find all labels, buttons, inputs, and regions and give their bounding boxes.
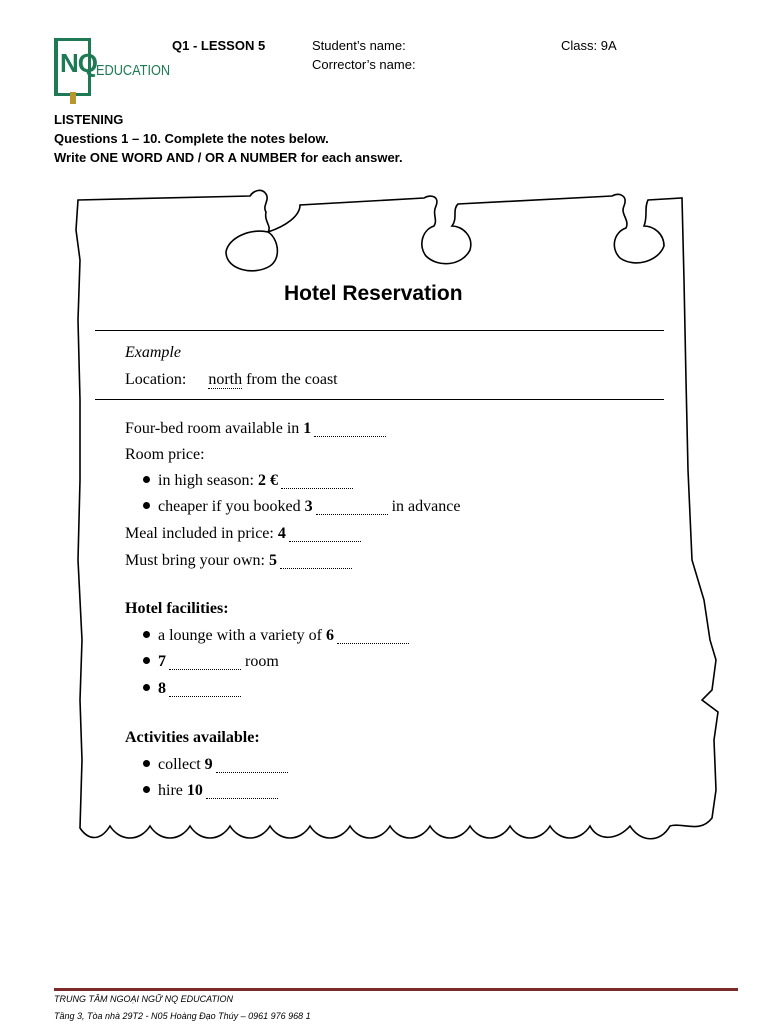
facilities-heading: Hotel facilities: — [125, 600, 229, 617]
question-7 — [143, 653, 279, 671]
question-3 — [143, 498, 460, 516]
nq-education-logo — [54, 36, 171, 104]
bullet-icon — [143, 684, 150, 691]
bullet-icon — [143, 476, 150, 483]
footer-address: Tầng 3, Tòa nhà 29T2 - N05 Hoàng Đạo Thúy – 0961 976 968 1 — [54, 1011, 311, 1021]
lesson-label: Q1 - LESSON 5 — [172, 38, 266, 53]
title-divider — [95, 330, 664, 331]
question-number: 8 — [158, 680, 166, 697]
answer-blank-3[interactable] — [316, 500, 388, 515]
question-4 — [125, 525, 361, 543]
answer-blank-8[interactable] — [169, 682, 241, 697]
class-label: Class: 9A — [561, 38, 617, 53]
answer-blank-7[interactable] — [169, 655, 241, 670]
corrector-name-label: Corrector’s name: — [312, 57, 416, 72]
student-name-label: Student’s name: — [312, 38, 406, 53]
answer-blank-1[interactable] — [314, 422, 386, 437]
logo-mark: NQ — [60, 48, 97, 78]
question-number: 5 — [269, 552, 277, 569]
cheaper-text: cheaper if you booked — [158, 498, 301, 515]
bring-text: Must bring your own: — [125, 552, 265, 569]
question-6 — [143, 627, 409, 645]
bullet-icon — [143, 786, 150, 793]
hire-text: hire — [158, 782, 183, 799]
room-price-label: Room price: — [125, 446, 205, 463]
location-answer: north — [208, 371, 243, 388]
room-text: room — [245, 653, 279, 670]
question-number: 7 — [158, 653, 166, 670]
footer-center-name: TRUNG TÂM NGOẠI NGỮ NQ EDUCATION — [54, 994, 233, 1004]
answer-blank-2[interactable] — [281, 474, 353, 489]
activities-heading: Activities available: — [125, 729, 260, 746]
example-location — [125, 371, 338, 389]
bullet-icon — [143, 657, 150, 664]
question-10 — [143, 782, 278, 800]
logo-bookmark-icon — [70, 92, 76, 104]
collect-text: collect — [158, 756, 201, 773]
section-heading: LISTENING — [54, 112, 124, 127]
lounge-text: a lounge with a variety of — [158, 627, 322, 644]
question-5 — [125, 552, 352, 570]
example-label: Example — [125, 344, 181, 361]
notes-title: Hotel Reservation — [284, 282, 463, 305]
question-8 — [143, 680, 241, 698]
bullet-icon — [143, 502, 150, 509]
footer-divider — [54, 988, 738, 991]
answer-blank-9[interactable] — [216, 758, 288, 773]
question-number: 10 — [186, 782, 203, 799]
location-rest: from the coast — [246, 371, 338, 388]
question-number: 9 — [204, 756, 213, 773]
in-advance-text: in advance — [391, 498, 461, 515]
questions-instruction: Questions 1 – 10. Complete the notes below. — [54, 131, 329, 146]
answer-blank-5[interactable] — [280, 554, 352, 569]
question-9 — [143, 756, 288, 774]
answer-blank-4[interactable] — [289, 527, 361, 542]
answer-blank-6[interactable] — [337, 629, 409, 644]
answer-rule-instruction: Write ONE WORD AND / OR A NUMBER for each answer. — [54, 150, 403, 165]
answer-blank-10[interactable] — [206, 784, 278, 799]
question-2 — [143, 472, 353, 490]
question-number: 3 — [304, 498, 313, 515]
question-number: 2 € — [258, 472, 278, 489]
four-bed-text: Four-bed room available in — [125, 420, 300, 437]
question-1 — [125, 420, 386, 438]
meal-text: Meal included in price: — [125, 525, 274, 542]
bullet-icon — [143, 631, 150, 638]
bullet-icon — [143, 760, 150, 767]
example-divider — [95, 399, 664, 400]
high-season-text: in high season: — [158, 472, 254, 489]
location-label: Location: — [125, 371, 187, 388]
question-number: 6 — [325, 627, 334, 644]
question-number: 1 — [303, 420, 312, 437]
logo-text: EDUCATION — [96, 62, 171, 79]
question-number: 4 — [277, 525, 286, 542]
